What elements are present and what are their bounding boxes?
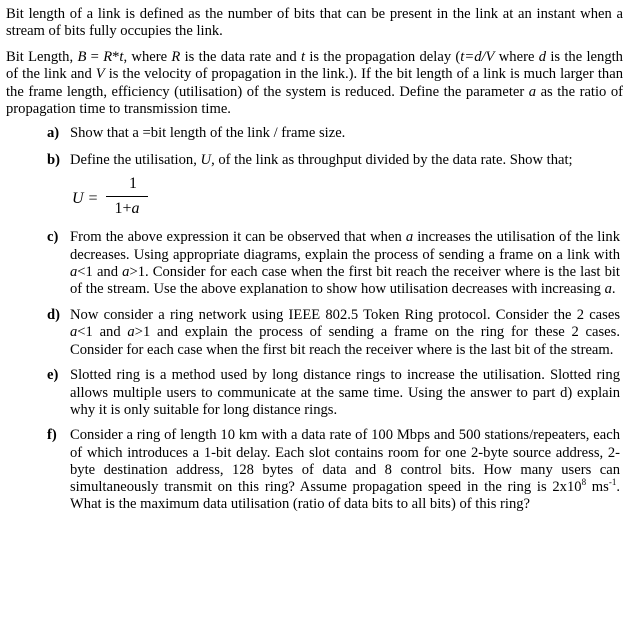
question-d-text: Now consider a ring network using IEEE 802.5 Token Ring protocol. Consider the 2 cases a<1 and a>1 and explain the process of sending a frame on the ring for these 2 cases. Consider for each case when the first bit reach the receiver where is the last bit of the stream.: [70, 306, 620, 358]
question-b-text: Define the utilisation, U, of the link as throughput divided by the data rate. Show that;: [70, 151, 573, 168]
question-a-text: Show that a =bit length of the link / frame size.: [70, 125, 346, 142]
question-a-label: a): [47, 125, 60, 142]
question-f-text: Consider a ring of length 10 km with a data rate of 100 Mbps and 500 stations/repeaters, each of which introduces a 1-bit delay. Each slot contains room for one 2-byte source address, 2-byte destination address, 128 bytes of data and 8 control bits. How many users can simultaneously transmit on this ring? Assume propagation speed in the ring is $2x10^8$ $ms^{-1}$. What is the maximum data utilisation (ratio of data bits to all bits) of this ring?: [70, 427, 620, 513]
formula-lhs: U =: [72, 190, 99, 208]
question-f: [6, 427, 623, 513]
utilisation-formula: [70, 173, 623, 229]
question-c-label: c): [47, 229, 59, 246]
question-e-text: Slotted ring is a method used by long distance rings to increase the utilisation. Slotted ring allows multiple users to communicate at the same time. Using the answer to part d) explain why it is only suitable for long distance rings.: [70, 367, 620, 418]
question-a: [6, 125, 623, 142]
formula-numerator: 1: [129, 175, 137, 193]
intro-paragraph-1: Bit length of a link is defined as the number of bits that can be present in the link at an instant when a stream of bits fully occupies the link.: [6, 6, 623, 40]
question-d-label: d): [47, 306, 60, 323]
formula-fraction: [106, 173, 148, 220]
question-d: [6, 307, 623, 359]
question-f-label: f): [47, 427, 57, 444]
formula-denominator: 1+a: [114, 200, 140, 218]
question-c-text: From the above expression it can be observed that when a increases the utilisation of the link decreases. Using appropriate diagrams, explain the process of sending a frame on a link with a<1 and a>1. Consider for each case when the first bit reach the receiver where is the last bit of the stream. Use the above explanation to show how utilisation decreases with increasing a.: [70, 229, 620, 298]
question-e-label: e): [47, 367, 59, 384]
intro-paragraph-2: Bit Length, B = R*t, where R is the data rate and t is the propagation delay (t=d/V where d is the length of the link and V is the velocity of propagation in the link.). If the bit length of a link is much larger than the frame length, efficiency (utilisation) of the system is reduced. Define the parameter a as the ratio of propagation time to transmission time.: [6, 48, 623, 118]
question-b-label: b): [47, 151, 60, 168]
question-b: [6, 152, 623, 169]
question-e: [6, 367, 623, 419]
question-c: [6, 229, 623, 299]
formula-fraction-bar: [106, 196, 148, 197]
